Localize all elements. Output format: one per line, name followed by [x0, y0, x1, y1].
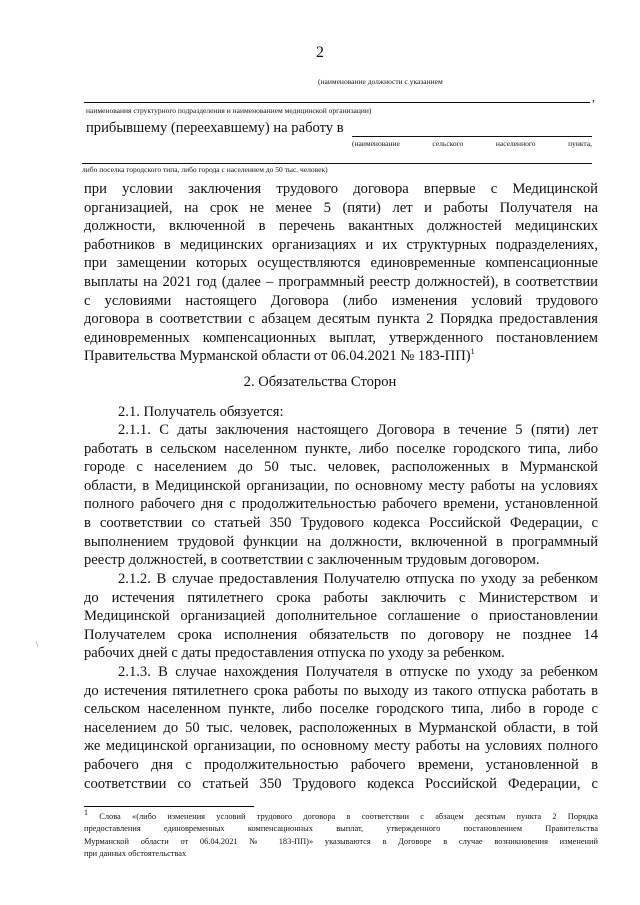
text-line: при условии заключения трудового договора впервые с Медицинской	[84, 181, 598, 197]
footnote-text: Слова «(либо изменения условий трудового договора в соответствии с абзацем десятым пункта 2 Порядка	[99, 812, 599, 821]
text-line: Правительства Мурманской области от 06.04.2021 № 183-ПП)	[84, 348, 471, 365]
footnote-separator	[84, 806, 254, 807]
text-line: 2.1.2. В случае предоставления Получателю отпуска по уходу за ребенком	[118, 571, 598, 587]
text-line-last	[84, 347, 598, 366]
text-line: же медицинской организации, по основному месту работы на условиях полного	[84, 738, 598, 755]
settlement-caption-word: (наименование	[352, 139, 400, 148]
text-line: 2.1.3. В случае нахождения Получателя в отпуске по уходу за ребенком	[118, 664, 598, 680]
text-line: полного рабочего дня с продолжительностью рабочего времени, установленной	[84, 496, 598, 513]
settlement-caption-2: либо поселка городского типа, либо города с населением до 50 тыс. человек)	[82, 165, 328, 174]
position-line	[84, 102, 590, 103]
text-line: сельском населенном пункте, либо поселке городского типа, либо в городе с	[84, 701, 598, 718]
clause-2-1-2	[84, 570, 598, 663]
text-line: рабочего дня с продолжительностью рабочего времени, установленной в	[84, 756, 598, 773]
text-line: выполнением трудовой функции на должности, включенной в программный	[84, 533, 598, 550]
text-line: до истечения пятилетнего срока работы заключить с Министерством и	[84, 589, 598, 606]
text-line: должности, включенной в перечень вакантных должностей медицинских	[84, 218, 598, 235]
text-line: Медицинской организацией дополнительное соглашение о приостановлении	[84, 608, 598, 625]
line-comma: ,	[592, 90, 595, 104]
settlement-caption-word: населенного	[495, 139, 536, 148]
margin-mark: \	[36, 640, 39, 649]
settlement-caption-word: сельского	[432, 139, 464, 148]
text-line: договора в соответствии с абзацем десятым пункта 2 Порядка предоставления	[84, 311, 598, 328]
footnote	[84, 808, 599, 861]
footnote-line	[84, 808, 599, 823]
arrival-text: прибывшему (переехавшему) на работу в	[86, 120, 344, 136]
text-line: Получателем срока исполнения обязательств по договору не позднее 14	[84, 626, 598, 643]
intro-paragraph	[84, 180, 598, 366]
text-line: реестр должностей, в соответствии с заключенным трудовым договором.	[84, 552, 540, 569]
text-line: с условиями настоящего Договора (либо изменения условий трудового	[84, 292, 598, 309]
text-line: рабочих дней с даты предоставления отпуска по уходу за ребенком.	[84, 645, 505, 662]
text-line: работников в медицинских организациях и их структурных подразделениях,	[84, 236, 598, 253]
settlement-line	[352, 136, 592, 137]
text-line: при замещении которых осуществляются единовременные компенсационные	[84, 255, 598, 272]
footnote-reference: 1	[470, 347, 475, 357]
settlement-line-2	[82, 163, 592, 164]
page-number: 2	[316, 44, 324, 61]
footnote-number: 1	[84, 808, 88, 818]
settlement-caption	[352, 139, 592, 148]
settlement-caption-word: пункта,	[568, 139, 592, 148]
text-line: до истечения пятилетнего срока работы по выходу из такого отпуска работать в	[84, 682, 598, 699]
subdivision-caption: наименования структурного подразделения и наименованием медицинской организации)	[86, 106, 372, 115]
footnote-line: при данных обстоятельствах	[84, 849, 187, 859]
clause-2-1-3	[84, 663, 598, 793]
text-line: работать в сельском населенном пункте, либо поселке городского типа, либо	[84, 440, 598, 457]
text-line: 2.1.1. С даты заключения настоящего Договора в течение 5 (пяти) лет	[118, 422, 598, 438]
clause-2-1-1	[84, 421, 598, 570]
clause-2-1: 2.1. Получатель обязуется:	[118, 404, 284, 420]
text-line: области, в Медицинской организации, по основному месту работы на условиях	[84, 477, 598, 494]
text-line: городе с населением до 50 тыс. человек, расположенных в Мурманской	[84, 459, 598, 476]
text-line: населением до 50 тыс. человек, расположенных в Мурманской области, в той	[84, 719, 598, 736]
footnote-line: предоставления единовременных компенсационных выплат, утвержденного постановлением Правительства	[84, 824, 598, 834]
footnote-line: Мурманской области от 06.04.2021 № 183-ПП)» указываются в Договоре в случае возникновения изменений	[84, 836, 598, 846]
text-line: соответствии со статьей 350 Трудового кодекса Российской Федерации, с	[84, 775, 598, 792]
section-heading: 2. Обязательства Сторон	[243, 374, 397, 390]
text-line: организацией, на срок не менее 5 (пяти) лет и работы Получателя на	[84, 199, 598, 216]
text-line: в соответствии со статьей 350 Трудового кодекса Российской Федерации, с	[84, 514, 598, 531]
position-caption: (наименование должности с указанием	[318, 77, 443, 86]
text-line: единовременных компенсационных выплат, утвержденного постановлением	[84, 329, 598, 346]
text-line: выплаты на 2021 год (далее – программный реестр должностей), в соответствии	[84, 273, 598, 290]
